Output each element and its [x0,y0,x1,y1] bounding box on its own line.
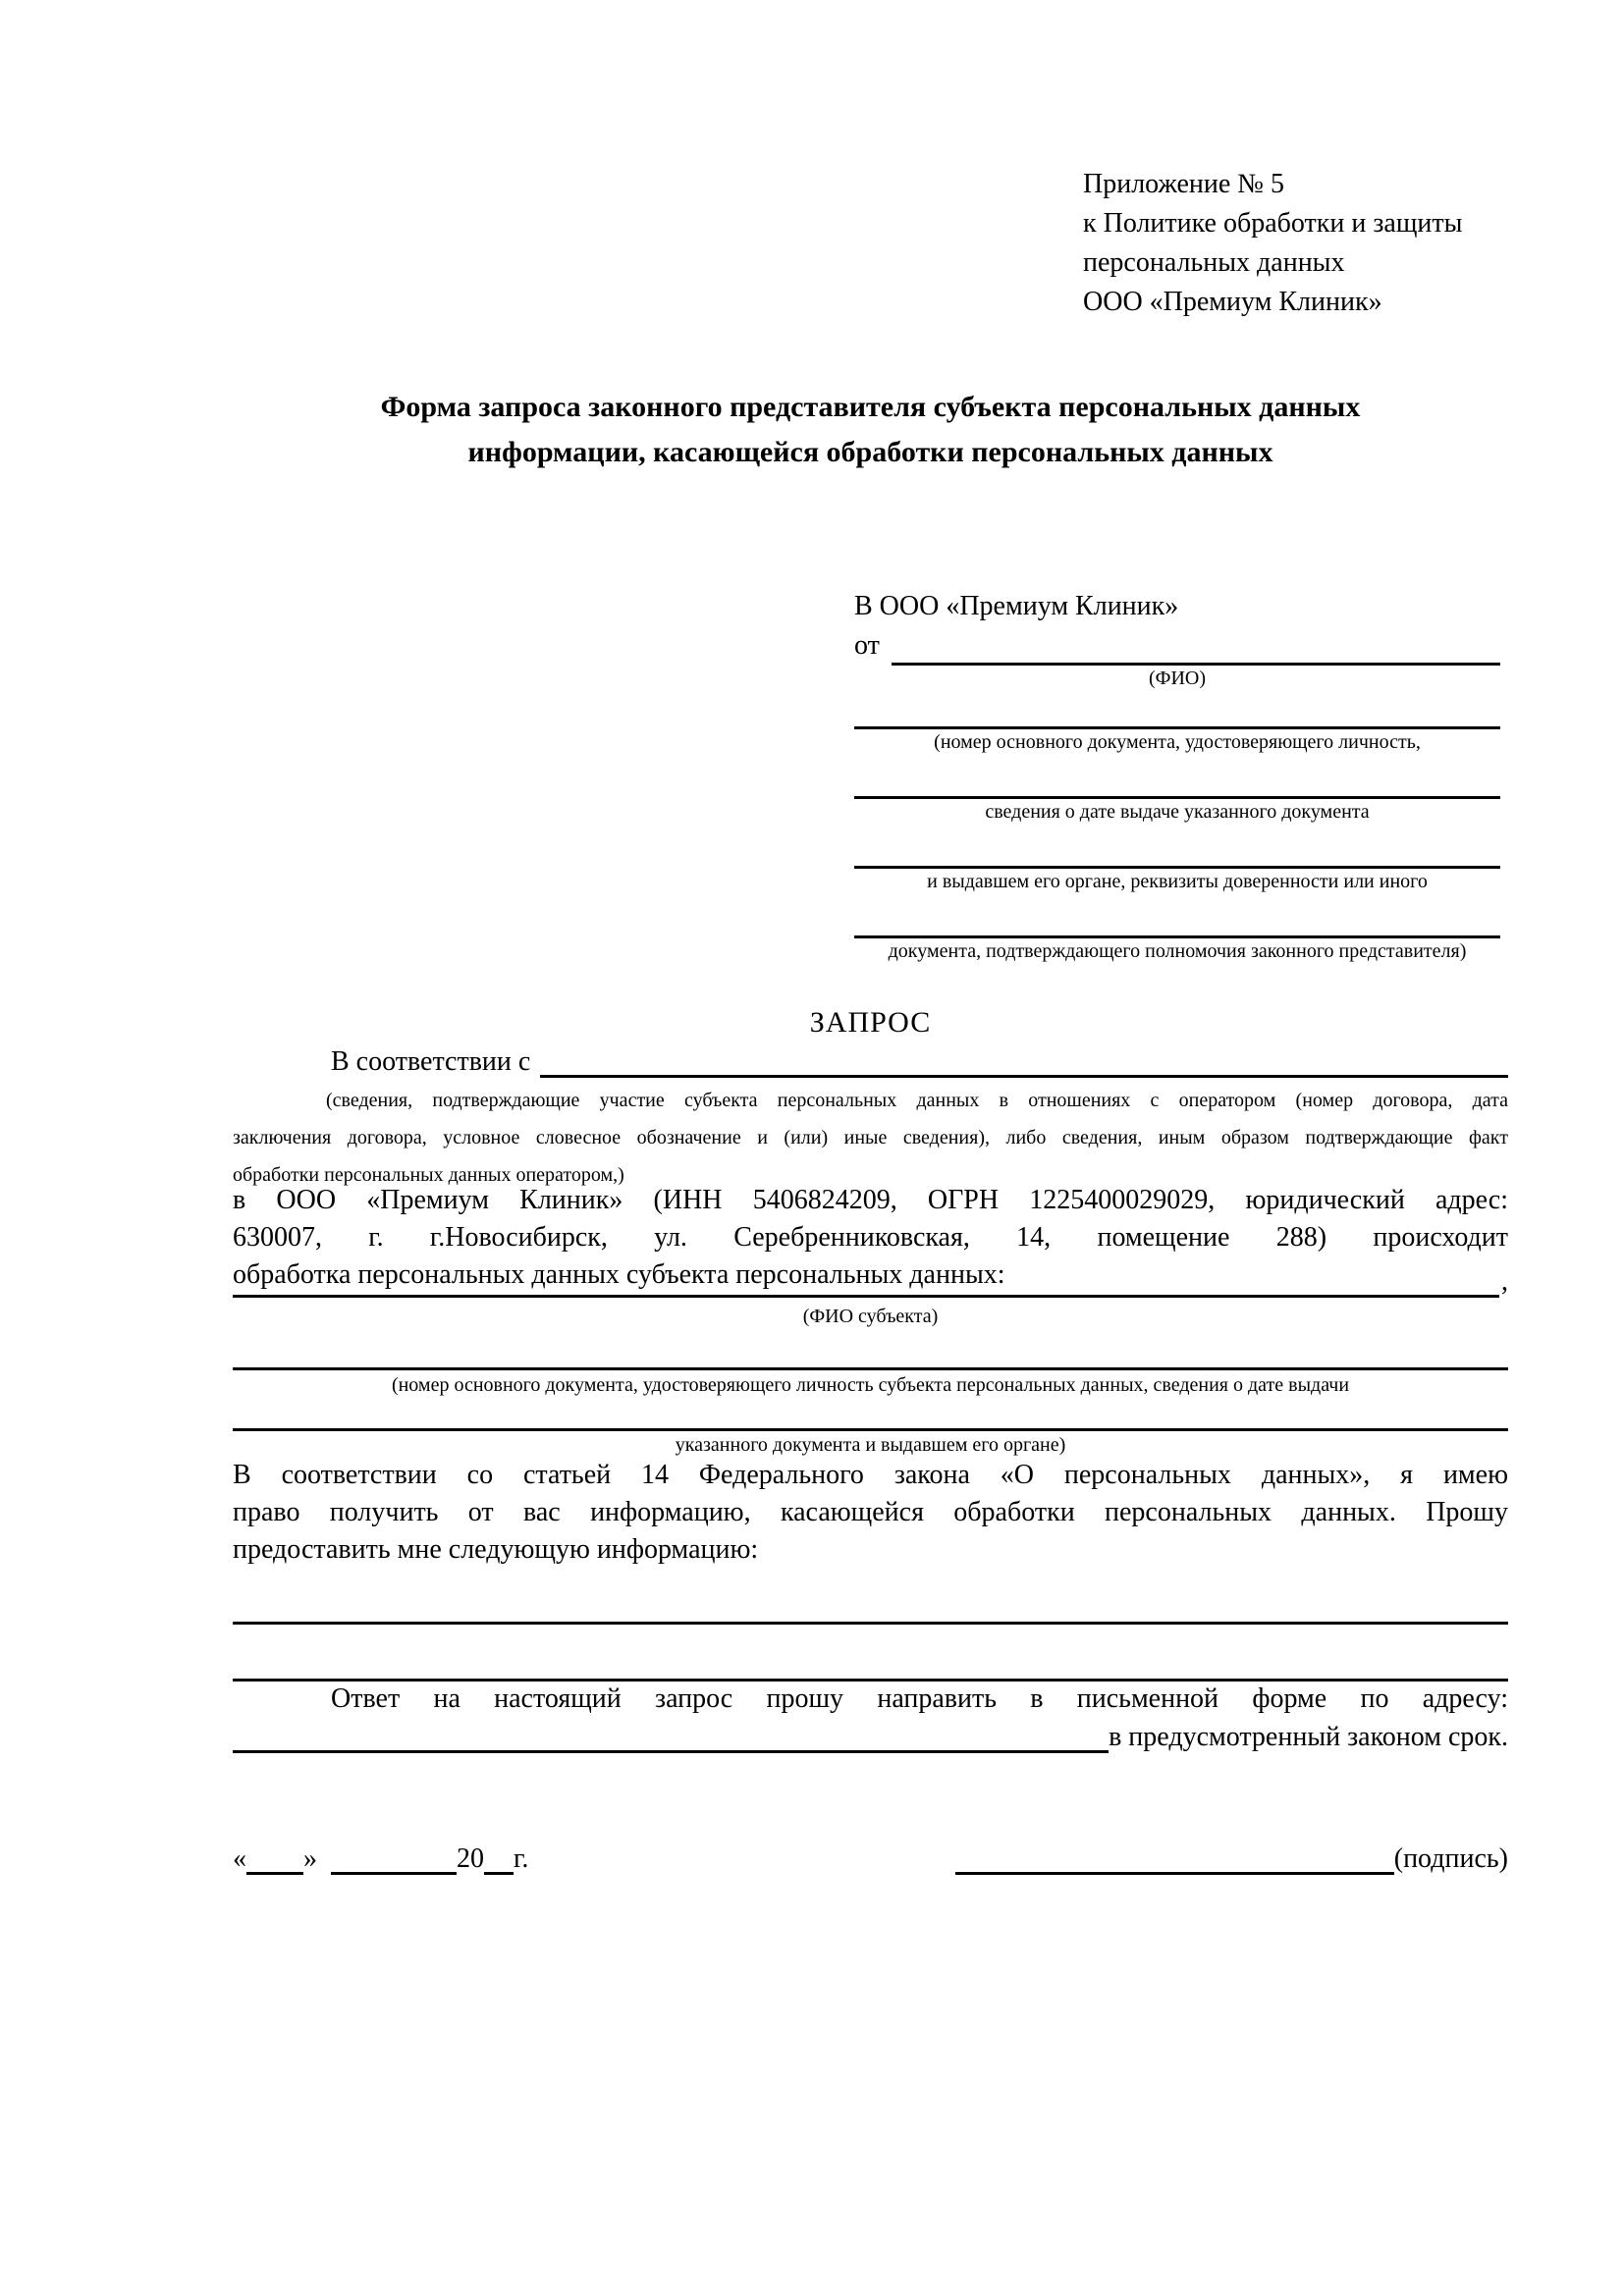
addressee-caption: и выдавшем его органе, реквизиты доверенности или иного [927,871,1428,892]
accordance-caption-line: обработки персональных данных оператором,) [233,1164,624,1186]
operator-paragraph-line: в ООО «Премиум Клиник» (ИНН 5406824209, ОГРН 1225400029029, юридический адрес: [233,1185,1508,1215]
accordance-lead: В соответствии с [331,1046,531,1077]
subject-document-write-line-2 [233,1398,1508,1431]
fio-write-line [892,629,1500,666]
addressee-block [854,587,1500,964]
answer-paragraph-line: Ответ на настоящий запрос прошу направить в письменной форме по адресу: [331,1683,1508,1714]
year-write-line [484,1839,514,1875]
trailing-comma: , [1501,1266,1508,1297]
law-paragraph-line: В соответствии со статьей 14 Федерального закона «О персональных данных», я имею [233,1460,1508,1490]
subject-document-caption-2: указанного документа и выдавшем его органе) [675,1434,1066,1456]
appendix-line: Приложение № 5 [1083,169,1284,199]
subject-fio-write-line [233,1265,1499,1298]
date-signature-row [233,1832,1508,1875]
title-line: информации, касающейся обработки персональных данных [467,436,1273,468]
appendix-line: персональных данных [1083,247,1345,278]
addressee-to: В ООО «Премиум Клиник» [854,591,1179,621]
answer-address-row [233,1718,1508,1753]
answer-paragraph-tail: в предусмотренный законом срок. [1109,1722,1508,1752]
law-paragraph-line: право получить от вас информацию, касающейся обработки персональных данных. Прошу [233,1497,1508,1527]
information-write-line-1 [233,1588,1508,1625]
operator-paragraph-line: 630007, г. г.Новосибирск, ул. Серебренниковская, 14, помещение 288) происходит [233,1222,1508,1253]
year-prefix: 20 [457,1843,484,1874]
month-write-line [331,1839,457,1875]
day-write-line [246,1839,303,1875]
information-write-line-2 [233,1645,1508,1682]
subject-document-write-line [233,1329,1508,1370]
addressee-caption: (номер основного документа, удостоверяющего личность, [934,731,1421,753]
addressee-caption: документа, подтверждающего полномочия законного представителя) [888,940,1467,962]
law-paragraph-line: предоставить мне следующую информацию: [233,1534,759,1565]
operator-paragraph-line: обработка персональных данных субъекта персональных данных: [233,1259,1005,1290]
close-quote: » [303,1843,317,1874]
title-line: Форма запроса законного представителя субъекта персональных данных [380,391,1361,423]
signature-group [955,1839,1508,1875]
addressee-caption: сведения о дате выдаче указанного документа [985,801,1370,823]
appendix-note [1083,165,1462,322]
law-paragraph [233,1457,1508,1569]
year-suffix: г. [514,1843,529,1874]
fio-caption: (ФИО) [1148,667,1206,689]
signature-caption: (подпись) [1393,1843,1508,1874]
issue-date-write-line [854,755,1500,799]
accordance-caption-line: (сведения, подтверждающие участие субъекта персональных данных в отношениях с оператором (номер договора, дата [326,1090,1508,1111]
request-heading: ЗАПРОС [809,1006,932,1039]
appendix-line: ООО «Премиум Клиник» [1083,287,1382,317]
subject-fio-row [233,1264,1508,1298]
power-of-attorney-write-line [854,894,1500,938]
address-write-line [233,1719,1109,1753]
subject-fio-caption: (ФИО субъекта) [802,1306,939,1327]
document-number-write-line [854,691,1500,729]
open-quote: « [233,1843,246,1874]
from-row [854,626,1500,666]
issuing-authority-write-line [854,825,1500,869]
subject-document-caption: (номер основного документа, удостоверяющего личность субъекта персональных данных, сведения о дате выдачи [391,1374,1350,1396]
date-group [233,1839,528,1875]
appendix-line: к Политике обработки и защиты [1083,208,1463,239]
accordance-captions [233,1082,1508,1194]
document-title [233,385,1508,475]
accordance-caption-line: заключения договора, условное словесное обозначение и (или) иные сведения), либо сведения, иным образом подтверждающие факт [233,1127,1508,1148]
from-label: от [854,630,880,661]
accordance-write-line [540,1043,1508,1078]
accordance-row [233,1041,1508,1078]
signature-write-line [955,1839,1394,1875]
